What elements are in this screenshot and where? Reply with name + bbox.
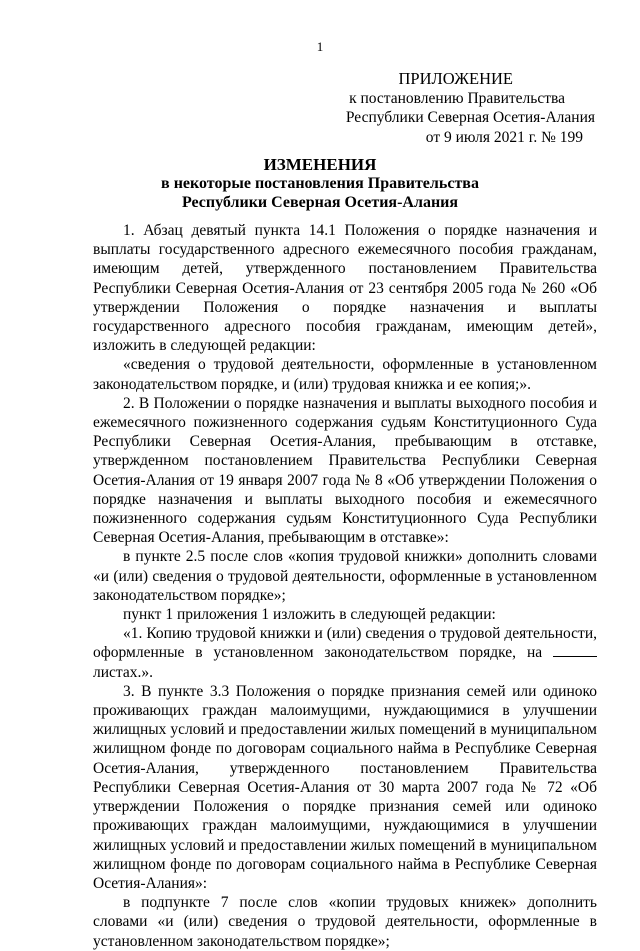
paragraph-2-item-2-5: в пункте 2.5 после слов «копия трудовой книжки» дополнить словами «и (или) сведения о трудовой деятельности, оформленные в установленном законодательством порядке»; — [93, 548, 597, 604]
paragraph-1-quote: «сведения о трудовой деятельности, оформленные в установленном законодательством порядке, и (или) трудовая книжка и ее копия;». — [93, 356, 597, 393]
paragraph-3: 3. В пункте 3.3 Положения о порядке признания семей или одиноко проживающих граждан малоимущими, нуждающимися в улучшении жилищных условий и предоставлении жилых помещений в муниципальном жилищном фонде по договорам социального найма в Республике Северная Осетия-Алания, утвержденного постановлением Правительства Республики Северная Осетия-Алания от 30 марта 2007 года № 72 «Об утверждении Положения о порядке признания семей или одиноко проживающих граждан малоимущими, нуждающимися в улучшении жилищных условий и предоставлении жилых помещений в муниципальном жилищном фонде по договорам социального найма в Республике Северная Осетия-Алания»: — [93, 682, 597, 892]
heading-subtitle-2: Республики Северная Осетия-Алания — [181, 194, 459, 211]
heading-subtitle-1: в некоторые постановления Правительства — [161, 175, 479, 192]
heading-title: ИЗМЕНЕНИЯ — [263, 155, 377, 174]
appendix-reference: к постановлению Правительства — [349, 89, 565, 107]
document-heading — [0, 155, 640, 212]
paragraph-2-item-1: пункт 1 приложения 1 изложить в следующей редакции: — [123, 606, 496, 624]
appendix-block — [346, 69, 595, 147]
quote-text-before: «1. Копию трудовой книжки и (или) сведения о трудовой деятельности, оформленные в установленном законодательством порядке, на — [93, 625, 597, 662]
blank-field — [553, 643, 597, 657]
paragraph-2-quote — [93, 624, 597, 682]
quote-text-after: листах.». — [93, 663, 154, 681]
appendix-title: ПРИЛОЖЕНИЕ — [398, 69, 513, 88]
appendix-republic: Республики Северная Осетия-Алания — [345, 109, 595, 126]
appendix-date-number: от 9 июля 2021 г. № 199 — [425, 128, 583, 146]
page-number: 1 — [316, 39, 324, 54]
paragraph-1: 1. Абзац девятый пункта 14.1 Положения о порядке назначения и выплаты государственного адресного ежемесячного пособия гражданам, имеющим детей, утвержденного постановлением Правительства Республики Северная Осетия-Алания от 23 сентября 2005 года № 260 «Об утверждении Положения о порядке назначения и выплаты государственного адресного пособия гражданам, имеющим детей», изложить в следующей редакции: — [93, 222, 597, 355]
paragraph-2: 2. В Положении о порядке назначения и выплаты выходного пособия и ежемесячного пожизненного содержания судьям Конституционного Суда Республики Северная Осетия-Алания, пребывающим в отставке, утвержденном постановлением Правительства Республики Северная Осетия-Алания от 19 января 2007 года № 8 «Об утверждении Положения о порядке назначения и выплаты выходного пособия и ежемесячного пожизненного содержания судьям Конституционного Суда Республики Северная Осетия-Алания, пребывающим в отставке»: — [93, 394, 597, 547]
document-body — [93, 221, 597, 951]
paragraph-3-subitem-7: в подпункте 7 после слов «копии трудовых книжек» дополнить словами «и (или) сведения о трудовой деятельности, оформленные в установленном законодательством порядке»; — [93, 894, 597, 950]
